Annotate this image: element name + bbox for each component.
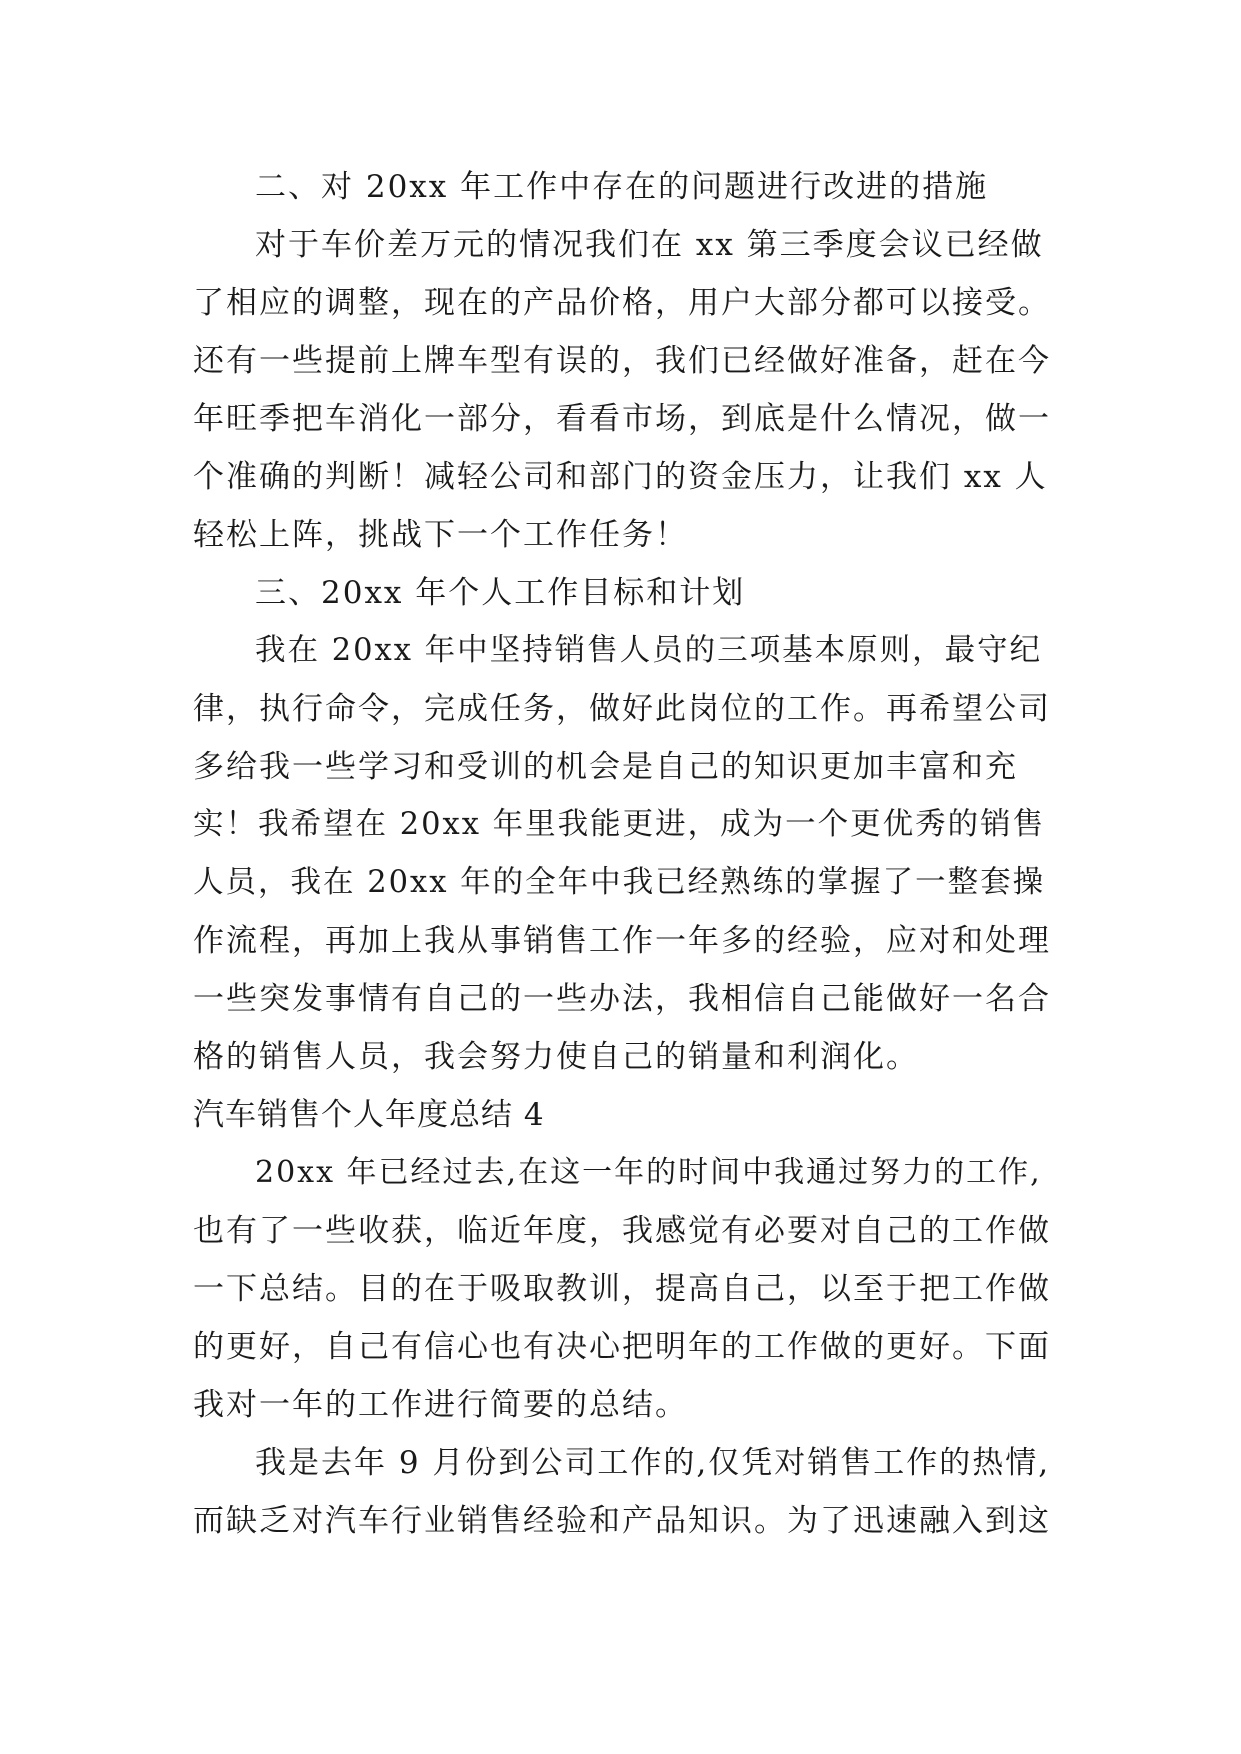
paragraph-line: 还有一些提前上牌车型有误的，我们已经做好准备，赶在今 bbox=[193, 343, 1051, 379]
paragraph-line: 了相应的调整，现在的产品价格，用户大部分都可以接受。 bbox=[193, 285, 1051, 321]
paragraph-line: 个准确的判断！减轻公司和部门的资金压力，让我们 xx 人 bbox=[193, 459, 1048, 495]
section-heading-goals: 三、20xx 年个人工作目标和计划 bbox=[255, 575, 746, 611]
article-title: 汽车销售个人年度总结 4 bbox=[193, 1097, 545, 1133]
document-body bbox=[193, 158, 1053, 1550]
paragraph-line: 而缺乏对汽车行业销售经验和产品知识。为了迅速融入到这 bbox=[193, 1503, 1051, 1539]
paragraph-line: 律，执行命令，完成任务，做好此岗位的工作。再希望公司 bbox=[193, 691, 1051, 727]
paragraph-line: 我是去年 9 月份到公司工作的,仅凭对销售工作的热情, bbox=[255, 1445, 1051, 1481]
paragraph-line: 轻松上阵，挑战下一个工作任务！ bbox=[193, 517, 688, 553]
paragraph-line: 也有了一些收获，临近年度，我感觉有必要对自己的工作做 bbox=[193, 1213, 1051, 1249]
paragraph-line: 的更好，自己有信心也有决心把明年的工作做的更好。下面 bbox=[193, 1329, 1051, 1365]
paragraph-line: 格的销售人员，我会努力使自己的销量和利润化。 bbox=[193, 1039, 919, 1075]
paragraph-line: 一下总结。目的在于吸取教训，提高自己，以至于把工作做 bbox=[193, 1271, 1051, 1307]
paragraph-line: 20xx 年已经过去,在这一年的时间中我通过努力的工作, bbox=[255, 1155, 1042, 1190]
paragraph-line: 作流程，再加上我从事销售工作一年多的经验，应对和处理 bbox=[193, 923, 1051, 959]
paragraph-line: 实！我希望在 20xx 年里我能更进，成为一个更优秀的销售 bbox=[193, 807, 1046, 842]
paragraph-line: 一些突发事情有自己的一些办法，我相信自己能做好一名合 bbox=[193, 981, 1051, 1017]
paragraph-line: 人员，我在 20xx 年的全年中我已经熟练的掌握了一整套操 bbox=[193, 865, 1046, 900]
section-heading-improvement: 二、对 20xx 年工作中存在的问题进行改进的措施 bbox=[255, 169, 989, 205]
paragraph-line: 多给我一些学习和受训的机会是自己的知识更加丰富和充 bbox=[193, 749, 1018, 785]
paragraph-line: 我在 20xx 年中坚持销售人员的三项基本原则，最守纪 bbox=[255, 633, 1043, 668]
paragraph-line: 对于车价差万元的情况我们在 xx 第三季度会议已经做 bbox=[255, 227, 1044, 263]
paragraph-line: 年旺季把车消化一部分，看看市场，到底是什么情况，做一 bbox=[193, 401, 1051, 437]
paragraph-line: 我对一年的工作进行简要的总结。 bbox=[193, 1387, 688, 1423]
